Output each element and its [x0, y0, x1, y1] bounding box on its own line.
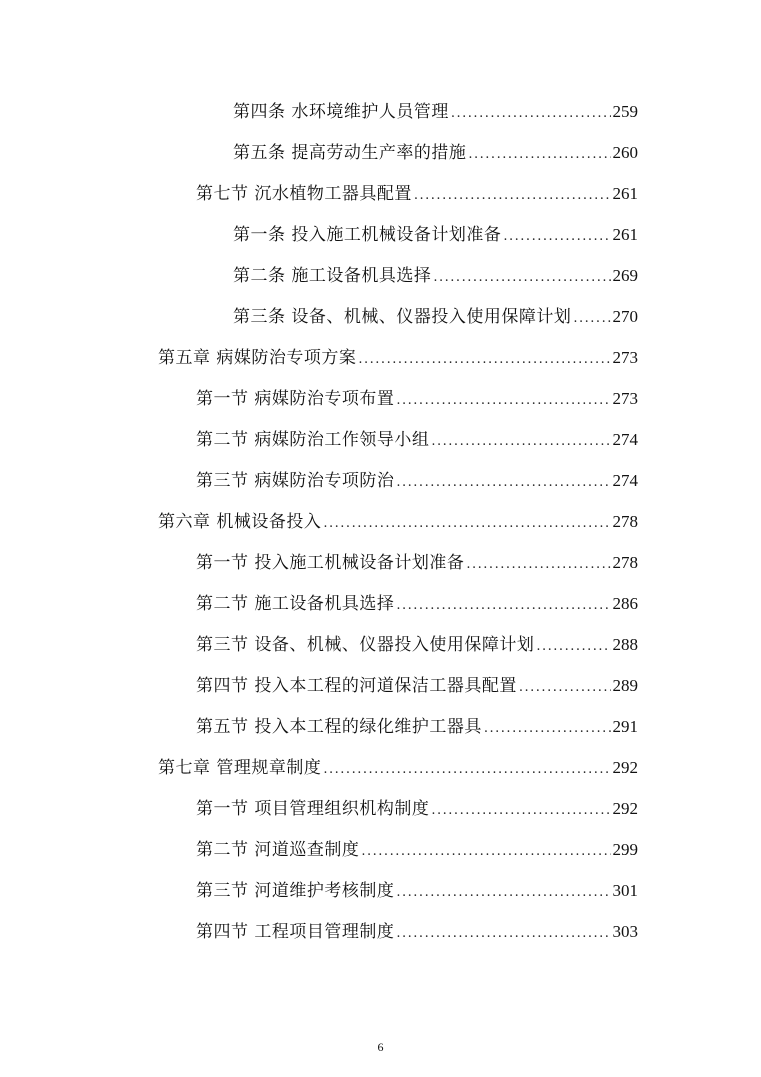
toc-entry[interactable] [233, 138, 638, 168]
dot-leader [519, 673, 611, 703]
toc-entry-page: 274 [612, 471, 638, 490]
dot-leader [323, 755, 610, 785]
toc-entry[interactable] [233, 261, 638, 291]
toc-entry-title: 第五条 提高劳动生产率的措施 [233, 143, 467, 163]
toc-entry[interactable] [233, 220, 638, 250]
toc-entry[interactable] [158, 343, 638, 373]
toc-entry-page: 274 [612, 430, 638, 449]
toc-entry-page: 273 [612, 389, 638, 408]
toc-entry[interactable] [196, 835, 638, 865]
dot-leader [361, 837, 610, 867]
toc-entry-title: 第二节 河道巡查制度 [196, 840, 360, 860]
dot-leader [536, 632, 610, 662]
toc-entry-page: 260 [612, 143, 638, 162]
toc-entry[interactable] [196, 671, 638, 701]
toc-entry-title: 第二条 施工设备机具选择 [233, 266, 432, 286]
toc-entry[interactable] [158, 507, 638, 537]
toc-entry-page: 259 [612, 102, 638, 121]
dot-leader [466, 550, 610, 580]
toc-entry-page: 292 [612, 758, 638, 777]
dot-leader [414, 181, 611, 211]
dot-leader [503, 222, 610, 252]
dot-leader [431, 796, 610, 826]
dot-leader [484, 714, 611, 744]
toc-entry-title: 第四节 投入本工程的河道保洁工器具配置 [196, 676, 517, 696]
toc-entry-title: 第七节 沉水植物工器具配置 [196, 184, 412, 204]
toc-entry-title: 第六章 机械设备投入 [158, 512, 322, 532]
dot-leader [433, 263, 610, 293]
dot-leader [573, 304, 610, 334]
toc-entry[interactable] [196, 179, 638, 209]
toc-entry-page: 288 [612, 635, 638, 654]
toc-entry[interactable] [233, 302, 638, 332]
toc-entry-page: 291 [612, 717, 638, 736]
toc-entry-title: 第三条 设备、机械、仪器投入使用保障计划 [233, 307, 572, 327]
toc-entry-page: 261 [612, 225, 638, 244]
toc-entry-page: 303 [612, 922, 638, 941]
dot-leader [396, 878, 610, 908]
toc-entry-title: 第一节 项目管理组织机构制度 [196, 799, 430, 819]
dot-leader [451, 99, 611, 129]
toc-entry[interactable] [196, 589, 638, 619]
toc-entry-page: 278 [612, 512, 638, 531]
toc-entry-title: 第三节 设备、机械、仪器投入使用保障计划 [196, 635, 535, 655]
toc-entry-page: 292 [612, 799, 638, 818]
toc-entry-title: 第三节 河道维护考核制度 [196, 881, 395, 901]
toc-entry-title: 第一节 病媒防治专项布置 [196, 389, 395, 409]
toc-entry-page: 261 [612, 184, 638, 203]
dot-leader [396, 468, 610, 498]
dot-leader [396, 919, 610, 949]
toc-entry-page: 269 [612, 266, 638, 285]
toc-entry-page: 289 [612, 676, 638, 695]
toc-entry-page: 270 [612, 307, 638, 326]
toc-entry-page: 286 [612, 594, 638, 613]
toc-entry-page: 273 [612, 348, 638, 367]
toc-entry-title: 第一条 投入施工机械设备计划准备 [233, 225, 502, 245]
toc-entry-page: 278 [612, 553, 638, 572]
page-number: 6 [377, 1040, 384, 1054]
toc-entry[interactable] [196, 917, 638, 947]
toc-entry-title: 第三节 病媒防治专项防治 [196, 471, 395, 491]
toc-entry-title: 第四节 工程项目管理制度 [196, 922, 395, 942]
toc-entry-title: 第五节 投入本工程的绿化维护工器具 [196, 717, 482, 737]
toc-entry[interactable] [196, 712, 638, 742]
toc-entry-title: 第二节 病媒防治工作领导小组 [196, 430, 430, 450]
toc-entry[interactable] [158, 753, 638, 783]
toc-entry[interactable] [196, 466, 638, 496]
toc-entry[interactable] [196, 548, 638, 578]
toc-entry[interactable] [196, 630, 638, 660]
toc-entry-page: 299 [612, 840, 638, 859]
toc-entry[interactable] [233, 97, 638, 127]
toc-entry[interactable] [196, 384, 638, 414]
dot-leader [431, 427, 610, 457]
dot-leader [358, 345, 610, 375]
dot-leader [468, 140, 610, 170]
toc-entry-title: 第二节 施工设备机具选择 [196, 594, 395, 614]
dot-leader [323, 509, 610, 539]
toc-entry-title: 第五章 病媒防治专项方案 [158, 348, 357, 368]
toc-entry-title: 第四条 水环境维护人员管理 [233, 102, 449, 122]
dot-leader [396, 386, 610, 416]
toc-entry[interactable] [196, 876, 638, 906]
toc-entry[interactable] [196, 794, 638, 824]
toc-entry-title: 第七章 管理规章制度 [158, 758, 322, 778]
toc-entry-title: 第一节 投入施工机械设备计划准备 [196, 553, 465, 573]
dot-leader [396, 591, 610, 621]
toc-entry[interactable] [196, 425, 638, 455]
toc-entry-page: 301 [612, 881, 638, 900]
